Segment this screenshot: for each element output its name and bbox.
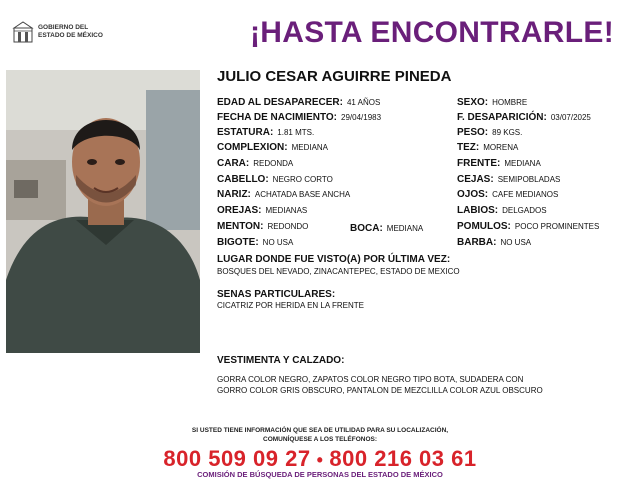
field-label: LABIOS:	[457, 205, 499, 216]
field-desaparicion	[457, 111, 591, 124]
field-labios	[457, 204, 547, 217]
field-value: 29/04/1983	[341, 113, 382, 122]
field-value: MEDIANA	[386, 224, 424, 233]
field-label: F. DESAPARICIÓN:	[457, 112, 547, 123]
field-label: OJOS:	[457, 189, 489, 200]
missing-person-photo	[6, 70, 200, 353]
field-label: CEJAS:	[457, 174, 494, 185]
clothing-line-2: GORRO COLOR GRIS OBSCURO, PANTALON DE MEZCLILLA COLOR AZUL OBSCURO	[217, 386, 543, 395]
field-value: REDONDA	[253, 159, 294, 168]
field-estatura	[217, 126, 314, 139]
phone-number-1[interactable]: 800 509 09 27	[163, 446, 311, 471]
notice-line-2: COMUNÍQUESE A LOS TELÉFONOS:	[263, 436, 377, 443]
field-label: TEZ:	[457, 142, 480, 153]
headline: ¡HASTA ENCONTRARLE!	[250, 16, 615, 49]
field-frente	[457, 157, 541, 170]
field-value: 1.81 MTS.	[277, 128, 315, 137]
field-value: ACHATADA BASE ANCHA	[254, 190, 351, 199]
field-cara	[217, 157, 293, 170]
field-label: SEXO:	[457, 97, 489, 108]
field-label: BIGOTE:	[217, 237, 259, 248]
state-seal-icon	[12, 20, 34, 44]
phone-separator: •	[316, 450, 324, 470]
marks-title: SENAS PARTICULARES:	[217, 289, 336, 300]
field-peso	[457, 126, 522, 139]
field-value: MEDIANAS	[265, 206, 308, 215]
field-value: 03/07/2025	[550, 113, 591, 122]
logo-line-1: GOBIERNO DEL	[38, 24, 89, 31]
field-value: DELGADOS	[502, 206, 547, 215]
field-value: NO USA	[500, 238, 532, 247]
clothing-text	[217, 374, 617, 396]
commission-name: COMISIÓN DE BÚSQUEDA DE PERSONAS DEL ESTADO DE MÉXICO	[197, 470, 443, 479]
field-ojos	[457, 188, 558, 201]
field-label: MENTON:	[217, 221, 264, 232]
field-value: MEDIANA	[504, 159, 541, 168]
field-label: POMULOS:	[457, 221, 511, 232]
last-seen-text: BOSQUES DEL NEVADO, ZINACANTEPEC, ESTADO DE MEXICO	[217, 267, 460, 276]
field-cejas	[457, 173, 560, 186]
field-value: SEMIPOBLADAS	[497, 175, 561, 184]
field-tez	[457, 141, 518, 154]
field-value: MEDIANA	[291, 143, 329, 152]
field-value: 41 AÑOS	[346, 98, 381, 107]
field-value: POCO PROMINENTES	[514, 222, 600, 231]
field-label: OREJAS:	[217, 205, 262, 216]
government-logo	[12, 20, 122, 46]
field-value: NO USA	[262, 238, 294, 247]
field-complexion	[217, 141, 328, 154]
field-edad	[217, 96, 380, 109]
field-label: BOCA:	[350, 223, 383, 234]
last-seen-title: LUGAR DONDE FUE VISTO(A) POR ÚLTIMA VEZ:	[217, 254, 451, 265]
field-label: ESTATURA:	[217, 127, 274, 138]
field-boca	[350, 222, 423, 235]
contact-notice	[0, 426, 640, 444]
field-label: CARA:	[217, 158, 250, 169]
field-menton	[217, 220, 308, 233]
logo-line-2: ESTADO DE MÉXICO	[38, 32, 103, 39]
person-name: JULIO CESAR AGUIRRE PINEDA	[217, 68, 452, 85]
field-label: BARBA:	[457, 237, 497, 248]
field-label: PESO:	[457, 127, 489, 138]
field-label: COMPLEXION:	[217, 142, 288, 153]
field-value: CAFE MEDIANOS	[492, 190, 559, 199]
field-value: REDONDO	[267, 222, 309, 231]
field-value: NEGRO CORTO	[272, 175, 333, 184]
phone-numbers	[0, 446, 640, 472]
field-value: MORENA	[483, 143, 519, 152]
field-value: 89 KGS.	[492, 128, 523, 137]
field-label: FRENTE:	[457, 158, 501, 169]
field-label: EDAD AL DESAPARECER:	[217, 97, 343, 108]
field-label: CABELLO:	[217, 174, 269, 185]
phone-number-2[interactable]: 800 216 03 61	[329, 446, 477, 471]
field-nariz	[217, 188, 350, 201]
field-label: FECHA DE NACIMIENTO:	[217, 112, 337, 123]
clothing-title: VESTIMENTA Y CALZADO:	[217, 355, 345, 366]
field-bigote	[217, 236, 293, 249]
field-orejas	[217, 204, 307, 217]
field-value: HOMBRE	[492, 98, 528, 107]
field-pomulos	[457, 220, 599, 233]
notice-line-1: SI USTED TIENE INFORMACIÓN QUE SEA DE UTILIDAD PARA SU LOCALIZACIÓN,	[191, 427, 449, 434]
field-nacimiento	[217, 111, 381, 124]
field-cabello	[217, 173, 333, 186]
field-label: NARIZ:	[217, 189, 251, 200]
field-barba	[457, 236, 531, 249]
marks-text: CICATRIZ POR HERIDA EN LA FRENTE	[217, 301, 364, 310]
clothing-line-1: GORRA COLOR NEGRO, ZAPATOS COLOR NEGRO TIPO BOTA, SUDADERA CON	[217, 375, 524, 384]
field-sexo	[457, 96, 527, 109]
